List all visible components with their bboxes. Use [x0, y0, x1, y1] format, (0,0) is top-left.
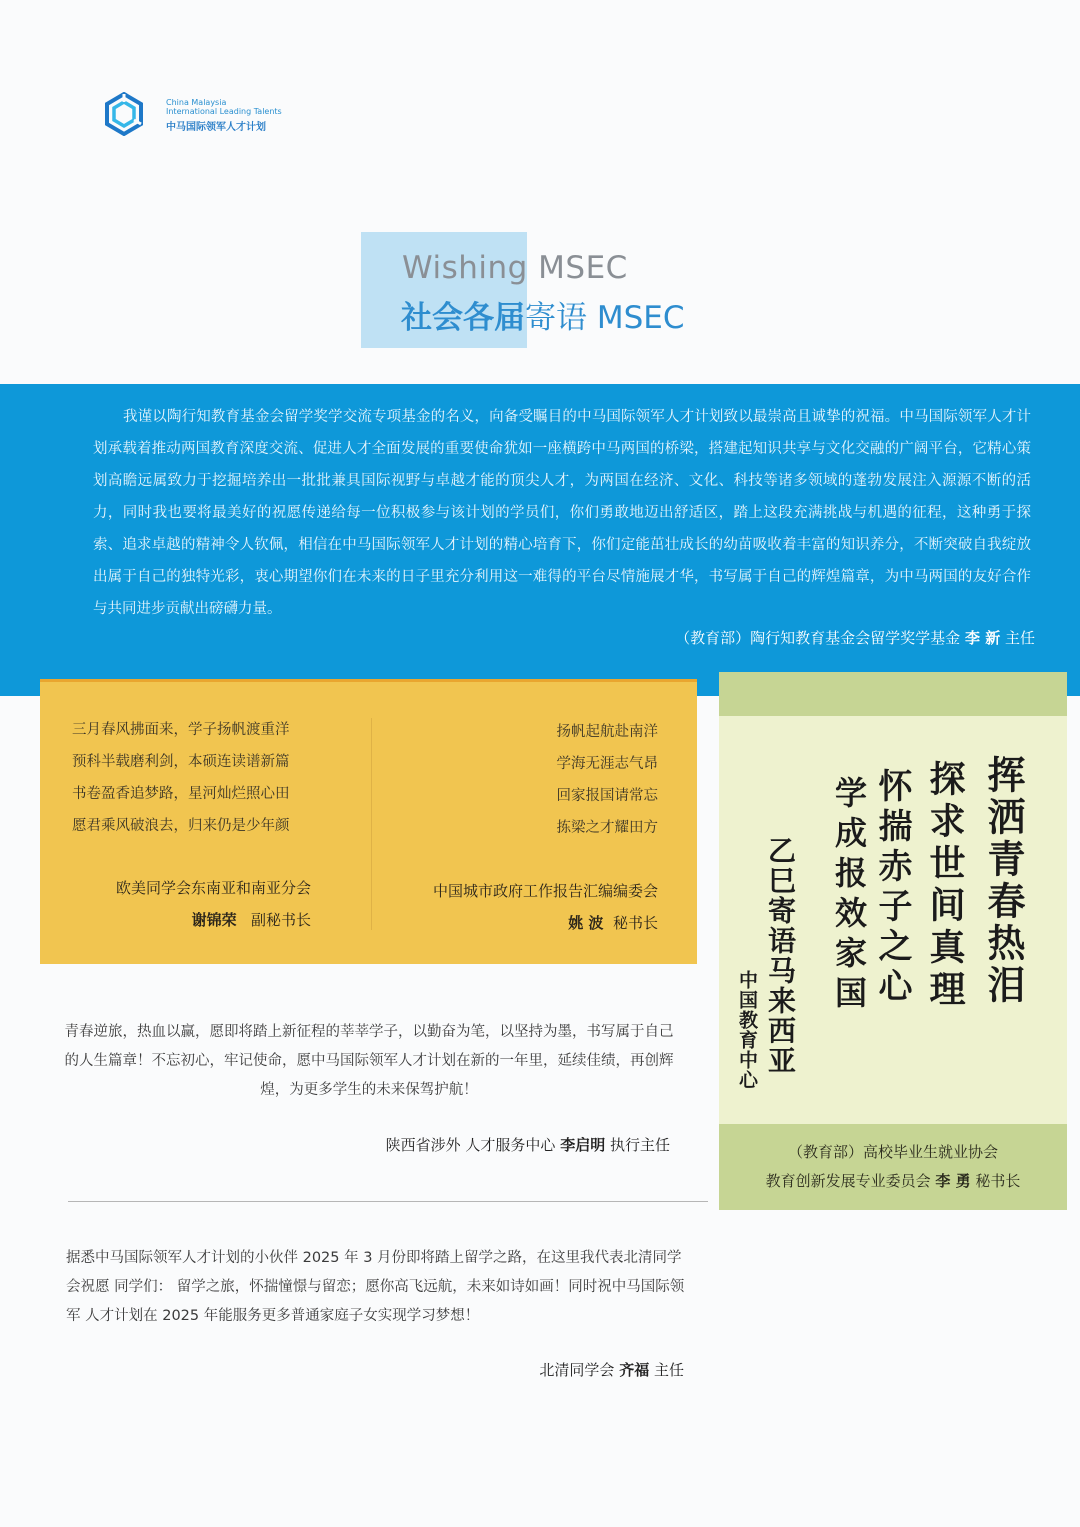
heading-cn: [401, 292, 685, 337]
signature-org: （教育部）高校毕业生就业协会: [787, 1143, 998, 1161]
signature-name: 齐福: [619, 1361, 650, 1379]
calligraphy-inscription: 中国教育中心: [736, 970, 758, 1090]
signature-name: 姚 波: [568, 914, 604, 932]
poem-line: 书卷盈香追梦路，星河灿烂照心田: [72, 786, 290, 802]
signature-title: 副秘书长: [250, 911, 311, 929]
signature-title: 执行主任: [609, 1136, 670, 1154]
yellow-card-divider: [371, 718, 372, 930]
signature-title: 秘书长: [975, 1172, 1021, 1190]
middle-signature: [386, 1134, 670, 1155]
right-poem: [557, 716, 659, 844]
hexagon-logo-icon: [104, 92, 144, 136]
calligraphy-column: 探求世间真理: [924, 760, 966, 1012]
signature-title: 主任: [1004, 629, 1035, 647]
signature-name: 谢锦荣: [191, 911, 237, 929]
signature-name: 李 新: [964, 629, 1001, 647]
divider: [68, 1201, 708, 1202]
poem-line: 预科半载磨利剑，本硕连读谱新篇: [72, 754, 290, 770]
signature-name: 李 勇: [935, 1172, 971, 1190]
signature-org: 北清同学会: [539, 1361, 615, 1379]
right-signature: [433, 875, 658, 939]
signature-org: 中国城市政府工作报告汇编编委会: [432, 882, 658, 900]
bottom-paragraph: 据悉中马国际领军人才计划的小伙伴 2025 年 3 月份即将踏上留学之路，在这里我代表北清同学会祝愿 同学们： 留学之旅，怀揣憧憬与留恋；愿你高飞远航，未来如诗如画！同时祝中马国际领军 人才计划在 2025 年能服务更多普通家庭子女实现学习梦想！: [66, 1250, 685, 1324]
signature-title: 主任: [653, 1361, 684, 1379]
signature-title: 秘书长: [612, 914, 658, 932]
logo-en-line2: International Leading Talents: [166, 107, 282, 116]
poem-line: 愿君乘风破浪去，归来仍是少年颜: [72, 818, 290, 834]
logo-en-line1: China Malaysia: [166, 98, 227, 107]
middle-paragraph: 青春逆旅，热血以赢，愿即将踏上新征程的莘莘学子，以勤奋为笔，以坚持为墨，书写属于自己的人生篇章！不忘初心，牢记使命，愿中马国际领军人才计划在新的一年里，延续佳绩，再创辉煌，为更多学生的未来保驾护航！: [64, 1024, 674, 1098]
left-poem: [72, 714, 290, 842]
logo-cn: 中马国际领军人才计划: [166, 122, 266, 133]
calligraphy-column: 学成报效家国: [830, 776, 868, 1016]
signature-name: 李启明: [560, 1136, 606, 1154]
calligraphy-column: 挥洒青春热泪: [981, 755, 1026, 1007]
heading-en: Wishing MSEC: [402, 250, 628, 286]
bottom-signature: [539, 1359, 684, 1380]
poem-line: 回家报国请常忘: [556, 788, 658, 804]
calligraphy-signature: [719, 1138, 1067, 1196]
heading-cn-rest: 寄语 MSEC: [525, 300, 685, 336]
calligraphy-inscription: 乙巳寄语马来西亚: [764, 836, 797, 1076]
logo: [104, 92, 304, 138]
poem-line: 扬帆起航赴南洋: [556, 724, 658, 740]
signature-org: 欧美同学会东南亚和南亚分会: [115, 879, 311, 897]
calligraphy-column: 怀揣赤子之心: [872, 768, 912, 1008]
signature-org: 教育创新发展专业委员会: [765, 1172, 931, 1190]
heading-cn-bold: 社会各届: [401, 300, 525, 336]
poem-line: 学海无涯志气昂: [556, 756, 658, 772]
blue-band-signature: [675, 627, 1035, 648]
left-signature: [116, 872, 311, 936]
poem-line: 三月春风拂面来，学子扬帆渡重洋: [72, 722, 290, 738]
poem-line: 拣梁之才耀田方: [556, 820, 658, 836]
signature-org: （教育部）陶行知教育基金会留学奖学基金: [675, 629, 961, 647]
blue-band-paragraph: 我谨以陶行知教育基金会留学奖学交流专项基金的名义，向备受瞩目的中马国际领军人才计划致以最崇高且诚挚的祝福。中马国际领军人才计划承载着推动两国教育深度交流、促进人才全面发展的重要使命犹如一座横跨中马两国的桥梁，搭建起知识共享与文化交融的广阔平台，它精心策划高瞻远属致力于挖掘培养出一批批兼具国际视野与卓越才能的顶尖人才，为两国在经济、文化、科技等诸多领域的蓬勃发展注入源源不断的活力，同时我也要将最美好的祝愿传递给每一位积极参与该计划的学员们，你们勇敢地迈出舒适区，踏上这段充满挑战与机遇的征程，这种勇于探索、追求卓越的精神令人钦佩，相信在中马国际领军人才计划的精心培育下，你们定能茁壮成长的幼苗吸收着丰富的知识养分，不断突破自我绽放出属于自己的独特光彩，衷心期望你们在未来的日子里充分利用这一难得的平台尽情施展才华，书写属于自己的辉煌篇章，为中马两国的友好合作与共同进步贡献出磅礴力量。: [93, 409, 1031, 617]
signature-org: 陕西省涉外 人才服务中心: [385, 1136, 556, 1154]
calligraphy-top-bar: [719, 672, 1067, 716]
